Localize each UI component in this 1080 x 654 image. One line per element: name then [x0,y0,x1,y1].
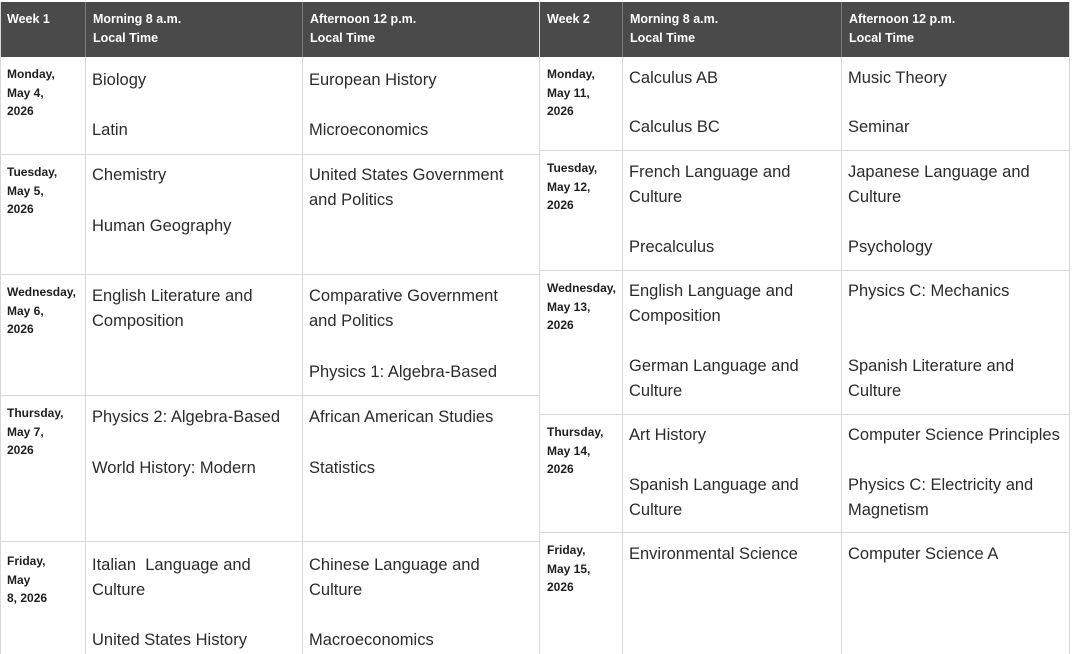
date-label: Friday, May 8, 2026 [0,542,86,654]
afternoon-cell [303,396,540,541]
exam-subject: Physics C: Electricity and Magnetism [848,476,1034,519]
table-border-left [0,2,1,654]
week1-row-monday [0,57,540,155]
exam-subject: Statistics [309,459,376,477]
date-label: Wednesday, May 13, 2026 [540,271,623,414]
morning-cell [86,542,303,654]
week2-header-week: Week 2 [540,2,623,57]
week2-header-afternoon: Afternoon 12 p.m. Local Time [849,12,956,45]
morning-cell [623,271,842,414]
exam-subject: French Language and Culture [629,163,791,206]
exam-subject: Physics 2: Algebra-Based [92,408,281,426]
date-label: Wednesday, May 6, 2026 [0,275,86,395]
morning-cell [86,275,303,395]
date-label: Tuesday, May 5, 2026 [0,155,86,274]
exam-subject: United States History [92,631,247,649]
week1-row-thursday [0,396,540,542]
afternoon-cell [842,415,1070,532]
week2-row-wednesday [540,271,1070,415]
morning-cell [623,533,842,654]
afternoon-cell [303,275,540,395]
exam-subject: Human Geography [92,217,232,235]
afternoon-cell [303,155,540,274]
week2-header-morning: Morning 8 a.m. Local Time [623,2,842,57]
exam-subject: Italian Language and Culture [92,556,251,599]
morning-cell [623,151,842,270]
table-divider [539,2,540,654]
exam-subject: Psychology [848,238,933,256]
week1-row-friday [0,542,540,654]
exam-subject: Computer Science Principles [848,426,1060,444]
exam-subject: Spanish Language and Culture [629,476,799,519]
exam-subject: United States Government and Politics [309,166,504,209]
afternoon-cell [842,151,1070,270]
exam-subject: Precalculus [629,238,715,256]
exam-subject: Physics C: Mechanics [848,282,1010,300]
exam-subject: Japanese Language and Culture [848,163,1030,206]
exam-subject: Chemistry [92,166,167,184]
morning-cell [86,57,303,154]
morning-cell [623,415,842,532]
date-label: Monday, May 11, 2026 [540,57,623,150]
exam-subject: English Language and Composition [629,282,794,325]
exam-subject: World History: Modern [92,459,256,477]
morning-cell [623,57,842,150]
exam-subject: Latin [92,121,128,139]
exam-subject: Microeconomics [309,121,429,139]
exam-subject: Calculus BC [629,118,720,136]
table-border-right [1069,2,1070,654]
date-label: Monday, May 4, 2026 [0,57,86,154]
exam-subject: Calculus AB [629,69,718,87]
exam-subject: Spanish Literature and Culture [848,357,1015,400]
afternoon-cell [842,57,1070,150]
week2-row-thursday [540,415,1070,533]
exam-subject: Physics 1: Algebra-Based [309,363,498,381]
exam-subject: African American Studies [309,408,494,426]
afternoon-cell [842,533,1070,654]
exam-subject: Environmental Science [629,545,798,563]
exam-subject: Biology [92,71,147,89]
date-label: Tuesday, May 12, 2026 [540,151,623,270]
exam-subject: Macroeconomics [309,631,434,649]
exam-subject: Computer Science A [848,545,999,563]
week2-row-friday [540,533,1070,654]
week1-header-afternoon: Afternoon 12 p.m. Local Time [310,12,417,45]
exam-subject: European History [309,71,437,89]
date-label: Thursday, May 14, 2026 [540,415,623,532]
week1-header-morning: Morning 8 a.m. Local Time [86,2,303,57]
exam-subject: Art History [629,426,707,444]
week2-row-tuesday [540,151,1070,271]
date-label: Friday, May 15, 2026 [540,533,623,654]
afternoon-cell [303,542,540,654]
afternoon-cell [842,271,1070,414]
morning-cell [86,155,303,274]
exam-subject: Chinese Language and Culture [309,556,480,599]
afternoon-cell [303,57,540,154]
exam-subject: Music Theory [848,69,947,87]
date-label: Thursday, May 7, 2026 [0,396,86,541]
week2-row-monday [540,57,1070,151]
exam-subject: English Literature and Composition [92,287,253,330]
morning-cell [86,396,303,541]
week2-header [540,2,1070,57]
week1-row-wednesday [0,275,540,396]
exam-subject: Seminar [848,118,910,136]
week1-row-tuesday [0,155,540,275]
exam-subject: Comparative Government and Politics [309,287,498,330]
exam-subject: German Language and Culture [629,357,799,400]
week1-header [0,2,540,57]
week1-header-week: Week 1 [0,2,86,57]
